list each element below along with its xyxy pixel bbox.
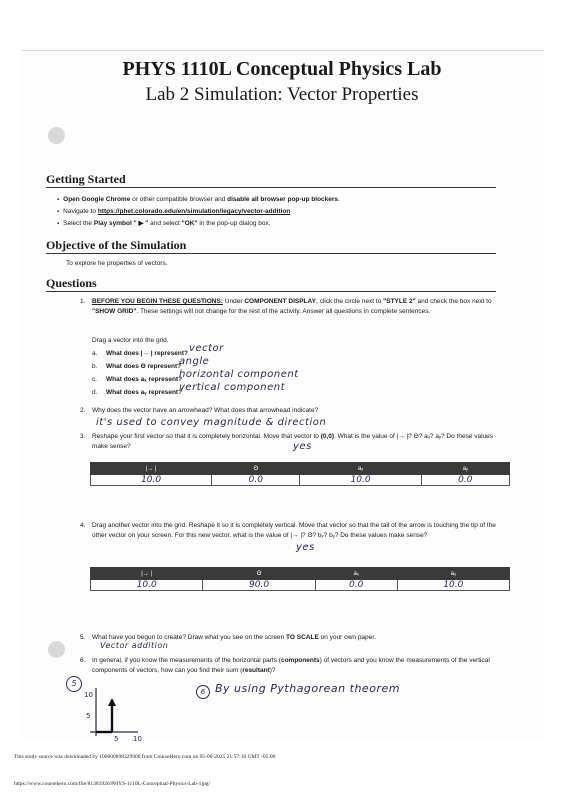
table-header: aₓ (300, 463, 421, 475)
question-1: BEFORE YOU BEGIN THESE QUESTIONS: Under COMPONENT DISPLAY, click the circle next to "STYLE 2" and check the box next to "SHOW GRID". These settings will not change for the rest of the activity. Answer all questions in complete sentences. (92, 298, 492, 315)
handwritten-answer: Vector addition (100, 641, 169, 650)
vector-b-table (90, 567, 510, 591)
subquestion-b: What does Θ represent? (106, 363, 182, 370)
handwritten-answer: By using Pythagorean theorem (215, 682, 400, 695)
table-header: Θ (212, 463, 300, 475)
question-number: 6. (80, 657, 86, 664)
handwritten-answer: yes (293, 441, 312, 452)
table-cell: 0.0 (315, 580, 397, 591)
question-number: 2. (80, 407, 86, 414)
vector-a-table (90, 462, 510, 486)
question-3: Reshape your first vector so that it is completely horizontal. Move that vector to (0,0). What is the value of |→ |? Θ? aₓ? aᵧ? Do these values make sense? (92, 433, 494, 450)
question-number: 3. (80, 433, 86, 440)
questions-heading: Questions (46, 276, 97, 290)
table-header: Θ (203, 568, 315, 580)
divider (46, 253, 496, 254)
subquestion-label: a. (92, 350, 98, 357)
table-cell: 0.0 (421, 475, 509, 486)
instruction-text: Drag a vector into the grid. (92, 337, 169, 344)
tick-label: 5 (86, 712, 91, 720)
handwritten-answer: angle (179, 356, 210, 367)
download-notice: This study source was downloaded by 100000898329900 from CourseHero.com on 05-06-2025 21:57:10 GMT -05:00 (14, 754, 276, 760)
arrowhead-icon (108, 698, 116, 706)
table-cell: 90.0 (203, 580, 315, 591)
table-header: aᵧ (421, 463, 509, 475)
question-6: In general, if you know the measurements of the horizontal parts (components) of vectors and you know the measurements of the vertical components of vectors, how can you find their sum (resultant)? (92, 657, 490, 674)
table-cell: 10.0 (397, 580, 509, 591)
table-header: aₓ (315, 568, 397, 580)
circled-number: 5 (66, 676, 82, 692)
subquestion-a: What does |→ | represent? (106, 350, 189, 357)
table-cell: 10.0 (91, 580, 203, 591)
divider (46, 187, 496, 188)
question-number: 4. (80, 522, 86, 529)
table-row (91, 475, 510, 486)
list-item: ▪ Navigate to https://phet.colorado.edu/en/simulation/legacy/vector-addition (66, 206, 506, 218)
handwritten-answer: yes (296, 542, 315, 553)
divider (46, 291, 496, 292)
table-header: |→ | (91, 463, 212, 475)
list-item: ▪ Select the Play symbol " ▶ " and select "OK" in the pop-up dialog box. (66, 218, 506, 230)
punch-hole-bottom (48, 641, 65, 658)
handwritten-answer: vector (189, 343, 224, 354)
phet-link[interactable]: https://phet.colorado.edu/en/simulation/legacy/vector-addition (97, 208, 291, 215)
subquestion-label: b. (92, 363, 98, 370)
punch-hole-top (48, 127, 65, 144)
tick-label: 5 (114, 735, 119, 743)
question-number: 5. (80, 634, 86, 641)
handwritten-answer: horizontal component (179, 369, 299, 380)
subquestion-label: d. (92, 389, 98, 396)
getting-started-heading: Getting Started (46, 172, 126, 186)
question-5: What have you begun to create? Draw what you see on the screen TO SCALE on your own paper. (92, 634, 376, 641)
page-subtitle: Lab 2 Simulation: Vector Properties (145, 84, 419, 105)
subquestion-c: What does aₓ represent? (106, 376, 183, 383)
question-4: Drag another vector into the grid. Reshape it so it is completely vertical. Move that vector so that the tail of the arrow is touching the tip of the other vector on your screen. For this new vector, what is the value of |→ |? Θ? bₓ? bᵧ? Do these values make sense? (92, 522, 496, 539)
table-cell: 0.0 (212, 475, 300, 486)
objective-text: To explore he properties of vectors. (66, 260, 168, 267)
list-item: ▪ Open Google Chrome or other compatible browser and disable all browser pop-up blockers. (66, 194, 506, 206)
table-header: aᵧ (397, 568, 509, 580)
question-2: Why does the vector have an arrowhead? What does that arrowhead indicate? (92, 407, 319, 414)
source-url: https://www.coursehero.com/file/81381926/PHYS-1110L-Conceptual-Physics-Lab-1jpg/ (14, 781, 210, 787)
page-title: PHYS 1110L Conceptual Physics Lab (122, 58, 442, 80)
subquestion-label: c. (92, 376, 98, 383)
question-number: 1. (80, 298, 86, 305)
handwritten-answer: it's used to convey magnitude & direction (96, 417, 327, 428)
circled-number: 6 (196, 685, 210, 699)
table-cell: 10.0 (300, 475, 421, 486)
subquestion-d: What does aᵧ represent? (106, 389, 183, 396)
vector-sketch (76, 684, 156, 744)
table-cell: 10.0 (91, 475, 212, 486)
getting-started-list (63, 194, 506, 230)
tick-label: 10 (84, 691, 93, 699)
objective-heading: Objective of the Simulation (46, 238, 187, 252)
table-header: |→ | (91, 568, 203, 580)
table-row (91, 580, 510, 591)
tick-label: 10 (133, 735, 142, 743)
handwritten-answer: vertical component (179, 382, 286, 393)
